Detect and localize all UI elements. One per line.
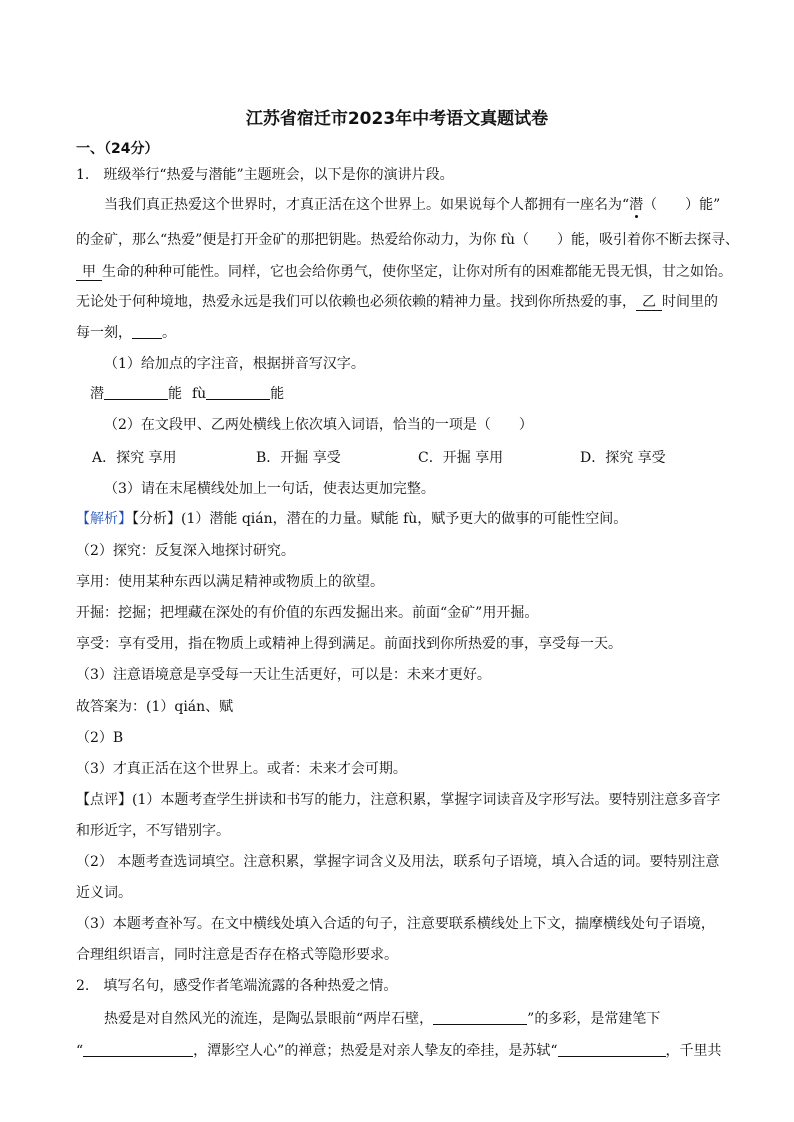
passage-line-5: 每一刻， 。 (76, 325, 176, 341)
passage-line-2: 的金矿，那么“热爱”便是打开金矿的那把钥匙。热爱给你动力，为你 fù（ ）能，吸引着你不断去探寻、 (76, 232, 739, 248)
analysis-line-3: 享用：使用某种东西以满足精神或物质上的欲望。 (76, 574, 384, 590)
blank-yi: 乙 (636, 294, 662, 311)
blank-jia: 甲 (76, 264, 102, 281)
dotted-char-qian: 潜 (629, 197, 644, 213)
q1-stem (76, 165, 454, 185)
option-d[interactable]: D．探究 享受 (580, 450, 666, 466)
comment-line-1: 【点评】(1）本题考查学生拼读和书写的能力，注意积累，掌握字词读音及字形写法。要特别注意多音字 (76, 792, 721, 808)
answer-line-2: （2）B (76, 730, 124, 746)
analysis-line-5: 享受：享有受用，指在物质上或精神上得到满足。前面找到你所热爱的事，享受每一天。 (76, 636, 622, 652)
passage-line-3: 甲 生命的种种可能性。同样，它也会给你勇气，使你坚定，让你对所有的困难都能无畏无惧，甘之如饴。 (76, 262, 732, 282)
q1-stem-text: 班级举行“热爱与潜能”主题班会，以下是你的演讲片段。 (103, 167, 454, 183)
q2-stem: 2. 填写名句，感受作者笔端流露的各种热爱之情。 (76, 978, 398, 994)
page-title: 江苏省宿迁市2023年中考语文真题试卷 (245, 109, 549, 129)
comment-line-3: （2） 本题考查选词填空。注意积累，掌握字词含义及用法，联系句子语境，填入合适的词。要特别注意 (76, 854, 720, 870)
comment-line-4: 近义词。 (76, 885, 132, 901)
comment-line-6: 合理组织语言，同时注意是否存在格式等隐形要求。 (76, 947, 398, 963)
analysis-line-1: 【解析】【分析】(1）潜能 qián，潜在的力量。赋能 fù，赋予更大的做事的可能性空间。 (76, 511, 628, 527)
hanzi-blank[interactable] (206, 384, 270, 400)
pinyin-blank[interactable] (104, 384, 168, 400)
poem-blank-2[interactable] (83, 1041, 193, 1057)
comment-line-5: （3）本题考查补写。在文中横线处填入合适的句子，注意要联系横线处上下文，揣摩横线处句子语境， (76, 916, 715, 932)
sub-question-3: （3）请在末尾横线处加上一句话，使表达更加完整。 (104, 481, 435, 497)
section-heading: 一、（24分） (76, 141, 159, 157)
option-b[interactable]: B．开掘 享受 (256, 450, 341, 466)
q2-number: 2. (76, 978, 90, 994)
q2-line-2: “ ，潭影空人心”的禅意；热爱是对亲人挚友的牵挂，是苏轼“ ，千里共 (76, 1043, 722, 1059)
analysis-line-2: （2）探究：反复深入地探讨研究。 (76, 543, 295, 559)
option-a[interactable]: A．探究 享用 (92, 450, 177, 466)
answer-line-1: 故答案为：(1）qián、赋 (76, 699, 234, 715)
sub-question-2: （2）在文段甲、乙两处横线上依次填入词语，恰当的一项是（ ） (104, 417, 533, 433)
sub-question-1: （1）给加点的字注音，根据拼音写汉字。 (104, 356, 365, 372)
answer-line-3: （3）才真正活在这个世界上。或者：未来才会可期。 (76, 761, 407, 777)
analysis-line-4: 开掘：挖掘；把埋藏在深处的有价值的东西发掘出来。前面“金矿”用开掘。 (76, 605, 539, 621)
poem-blank-1[interactable] (433, 1009, 527, 1025)
option-c[interactable]: C．开掘 享用 (418, 450, 504, 466)
passage-line-1: 当我们真正热爱这个世界时，才真正活在这个世界上。如果说每个人都拥有一座名为“潜（ ）能” (104, 197, 721, 213)
analysis-tag: 【解析】 (76, 511, 132, 527)
poem-blank-3[interactable] (558, 1041, 666, 1057)
analysis-line-6: （3）注意语境意是享受每一天让生活更好，可以是：未来才更好。 (76, 667, 491, 683)
q2-line-1: 热爱是对自然风光的流连，是陶弘景眼前“两岸石壁， ”的多彩，是常建笔下 (104, 1011, 661, 1027)
q1-number: 1. (76, 167, 90, 183)
fill-line: 潜 能 fù 能 (90, 386, 285, 402)
passage-line-4: 无论处于何种境地，热爱永远是我们可以依赖也必须依赖的精神力量。找到你所热爱的事， 乙 时间里的 (76, 294, 718, 310)
comment-line-2: 和形近字，不写错别字。 (76, 823, 230, 839)
answer-blank[interactable] (132, 323, 162, 339)
